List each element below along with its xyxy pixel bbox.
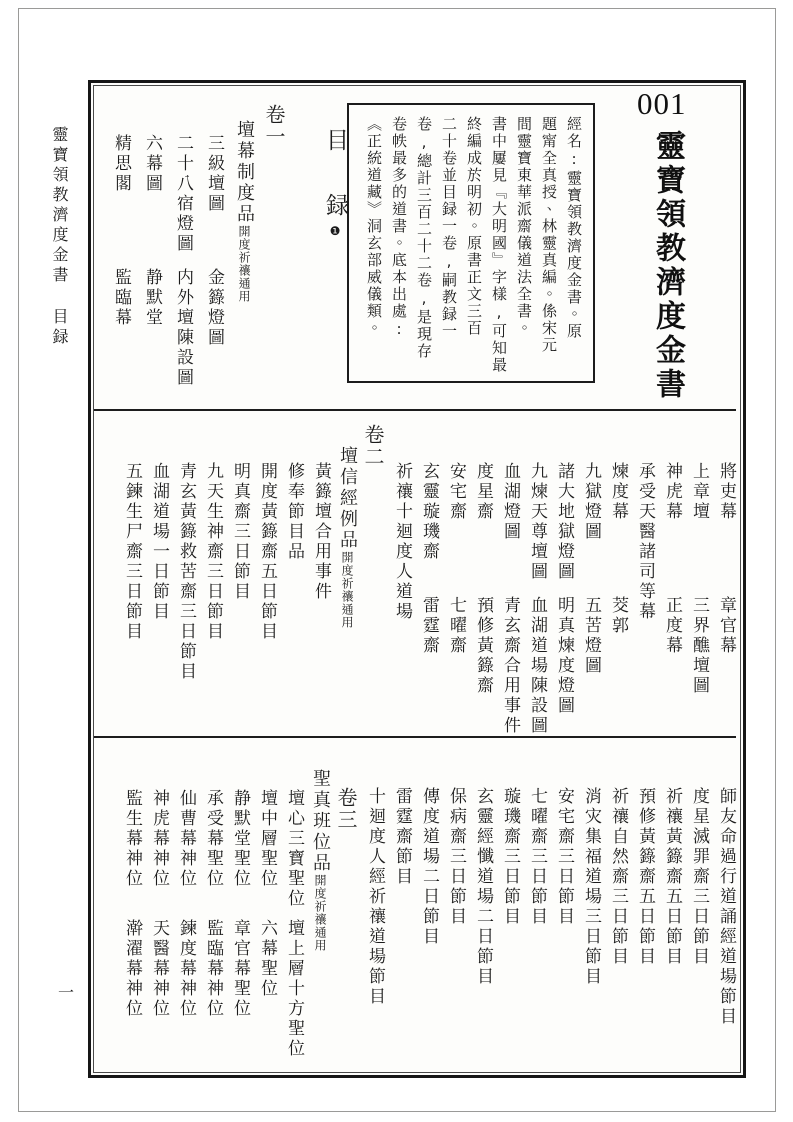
toc-entry: 血湖燈圖 (500, 462, 520, 542)
toc-entry: 預修黃籙齋五日節目 (635, 787, 655, 967)
toc-item (626, 416, 653, 732)
toc-entry: 黃籙壇合用事件 (311, 462, 331, 602)
toc-entry: 預修黃籙齋 (473, 596, 493, 696)
toc-heading (306, 88, 346, 404)
toc-item (221, 416, 248, 732)
toc-entry: 六幕聖位 (257, 919, 277, 999)
toc-entry: 鍊度幕神位 (176, 919, 196, 1019)
footnote-marker-icon: ❶ (328, 224, 342, 238)
toc-entry: 静默堂聖位 (230, 789, 250, 889)
toc-entry: 師友命過行道誦經道場節目 (716, 787, 736, 1027)
toc-entry: 章官幕聖位 (230, 919, 250, 1019)
toc-entry: 諸大地獄燈圖 (554, 462, 574, 582)
toc-entry: 血湖道場一日節目 (149, 462, 169, 622)
toc-entry: 度星滅罪齋三日節目 (689, 787, 709, 967)
toc-entry: 上章壇 (689, 462, 709, 522)
toc-item (383, 743, 410, 1065)
section-usage-note: 開度祈禳通用 (237, 225, 251, 303)
toc-entry: 茭郭 (608, 596, 628, 636)
margin-section-label: 目録 (50, 308, 69, 348)
toc-entry: 承受天醫諸司等幕 (635, 462, 655, 622)
toc-entry: 承受幕聖位 (203, 789, 223, 889)
section-usage-note: 開度祈禳通用 (313, 874, 327, 952)
toc-entry: 章官幕 (716, 596, 736, 656)
toc-item (464, 416, 491, 732)
volume-3-label: 卷三 (334, 787, 358, 831)
toc-entry: 修奉節目品 (284, 462, 304, 562)
toc-item (275, 416, 302, 732)
note-line: 間靈寶東華派齋儀道法全書。 (515, 116, 533, 337)
toc-item (410, 743, 437, 1065)
toc-entry: 將吏幕 (716, 462, 736, 522)
toc-item (194, 416, 221, 732)
toc-item (248, 743, 275, 1065)
toc-entry: 保病齋三日節目 (446, 787, 466, 927)
note-line: 二十卷並目録一卷,嗣教録一 (440, 116, 458, 340)
toc-item (518, 743, 545, 1065)
toc-item (572, 416, 599, 732)
book-title: 靈寶領教濟度金書 (650, 130, 685, 402)
toc-item (599, 743, 626, 1065)
toc-entry: 九天生神齋三日節目 (203, 462, 223, 642)
toc-entry: 五鍊生尸齋三日節目 (122, 462, 142, 642)
toc-item (302, 416, 329, 732)
toc-entry: 安宅齋 (446, 462, 466, 522)
folio-number: 一 (58, 983, 75, 1002)
toc-entry: 煉度幕 (608, 462, 628, 522)
toc-item (491, 743, 518, 1065)
toc-entry: 度星齋 (473, 462, 493, 522)
toc-item (437, 416, 464, 732)
toc-entry: 璇璣齋三日節目 (500, 787, 520, 927)
bibliographic-note-box (347, 103, 595, 383)
toc-band-volume-1 (94, 88, 346, 404)
toc-item (191, 88, 222, 404)
volume-1-label: 卷一 (262, 104, 286, 148)
toc-entry: 雷霆齋 (419, 596, 439, 656)
note-line: 終編成於明初。原書正文三百 (465, 116, 483, 337)
toc-entry: 澣濯幕神位 (122, 919, 142, 1019)
toc-item (160, 88, 191, 404)
toc-entry: 監臨幕神位 (203, 919, 223, 1019)
toc-item (680, 416, 707, 732)
toc-entry: 十迴度人經祈禳道場節目 (365, 787, 385, 1007)
section-title-tanmu-zhidu-pin: 壇幕制度品開度祈禳通用 (234, 120, 255, 303)
section-divider-1 (94, 409, 736, 411)
toc-item (707, 743, 734, 1065)
toc-entry: 二十八宿燈圖 (173, 134, 193, 254)
toc-entry: 血湖道場陳設圖 (527, 596, 547, 736)
section-title-tanxin-jingli-pin: 壇信經例品開度祈禳通用 (337, 446, 358, 629)
note-line: 卷,總計三百二十二卷,是現存 (415, 116, 433, 360)
toc-item (545, 416, 572, 732)
toc-item (167, 416, 194, 732)
toc-entry: 静默堂 (142, 268, 162, 328)
note-line: 《正統道藏》洞玄部威儀類。 (365, 116, 383, 337)
toc-item (129, 88, 160, 404)
toc-entry: 九獄燈圖 (581, 462, 601, 542)
toc-entry: 六幕圖 (142, 134, 162, 194)
toc-entry: 壇心三寶聖位 (284, 789, 304, 909)
toc-entry: 玄靈經懺道場二日節目 (473, 787, 493, 987)
section-title-shengzhen-banwei-pin: 聖真班位品開度祈禳通用 (310, 769, 331, 952)
toc-entry: 安宅齋三日節目 (554, 787, 574, 927)
toc-item (194, 743, 221, 1065)
toc-item (113, 416, 140, 732)
note-line: 經名:靈寶領教濟度金書。原 (565, 116, 583, 340)
toc-item (653, 743, 680, 1065)
toc-item (167, 743, 194, 1065)
toc-item (599, 416, 626, 732)
toc-item (491, 416, 520, 736)
section-divider-2 (94, 736, 736, 738)
toc-heading-text: 目 録 (322, 128, 348, 224)
toc-entry: 内外壇陳設圖 (173, 268, 193, 388)
toc-item (653, 416, 680, 732)
note-line: 題甯全真授、林靈真編。係宋元 (540, 116, 558, 354)
toc-band-volume-2 (98, 416, 736, 736)
toc-entry: 精思閣 (111, 134, 131, 194)
section-usage-note: 開度祈禳通用 (340, 551, 354, 629)
note-line: 卷帙最多的道書。底本出處: (390, 116, 408, 340)
volume-2-label: 卷二 (361, 424, 385, 468)
toc-item (356, 743, 383, 1065)
toc-item (410, 416, 437, 732)
toc-entry: 神虎幕 (662, 462, 682, 522)
note-line: 書中屢見『大明國』字樣,可知最 (490, 116, 508, 374)
toc-entry: 青玄黃籙救苦齋三日節目 (176, 462, 196, 682)
toc-item (545, 743, 572, 1065)
toc-entry: 消灾集福道場三日節目 (581, 787, 601, 987)
toc-entry: 祈禳十迴度人道場 (392, 462, 412, 622)
toc-entry: 監臨幕 (111, 268, 131, 328)
toc-entry: 正度幕 (662, 596, 682, 656)
toc-item (518, 416, 547, 736)
toc-entry: 九煉天尊壇圖 (527, 462, 547, 582)
toc-item (626, 743, 653, 1065)
toc-entry: 明真齋三日節目 (230, 462, 250, 602)
page-number: 001 (637, 86, 687, 121)
toc-item (572, 743, 599, 1065)
toc-entry: 祈禳黃籙齋五日節目 (662, 787, 682, 967)
toc-entry: 五苦燈圖 (581, 596, 601, 676)
toc-item (680, 743, 707, 1065)
toc-entry: 神虎幕神位 (149, 789, 169, 889)
toc-entry: 雷霆齋節目 (392, 787, 412, 887)
toc-entry: 壇上層十方聖位 (284, 919, 304, 1059)
toc-item (221, 743, 248, 1065)
toc-entry: 監生幕神位 (122, 789, 142, 889)
toc-item (383, 416, 410, 732)
toc-entry: 天醫幕神位 (149, 919, 169, 1019)
margin-title-column (48, 126, 71, 426)
toc-entry: 七曜齋三日節目 (527, 787, 547, 927)
margin-book-title: 靈寶領教濟度金書 (50, 126, 69, 286)
toc-item (113, 743, 140, 1065)
toc-entry: 開度黃籙齋五日節目 (257, 462, 277, 642)
toc-item (464, 743, 491, 1065)
toc-item (248, 416, 275, 732)
toc-entry: 傳度道場二日節目 (419, 787, 439, 947)
toc-entry: 三級壇圖 (204, 134, 224, 214)
toc-entry: 壇中層聖位 (257, 789, 277, 889)
toc-item (707, 416, 734, 732)
toc-entry: 玄靈璇璣齋 (419, 462, 439, 562)
toc-entry: 明真煉度燈圖 (554, 596, 574, 716)
toc-entry: 七曜齋 (446, 596, 466, 656)
toc-item (437, 743, 464, 1065)
toc-entry: 仙曹幕神位 (176, 789, 196, 889)
toc-item (98, 88, 129, 404)
toc-item (140, 743, 167, 1065)
toc-entry: 青玄齋合用事件 (500, 596, 520, 736)
toc-entry: 祈禳自然齋三日節目 (608, 787, 628, 967)
toc-entry: 金籙燈圖 (204, 268, 224, 348)
toc-band-volume-3 (98, 743, 734, 1065)
toc-entry: 三界醮壇圖 (689, 596, 709, 696)
toc-item (275, 743, 302, 1065)
toc-item (140, 416, 167, 732)
